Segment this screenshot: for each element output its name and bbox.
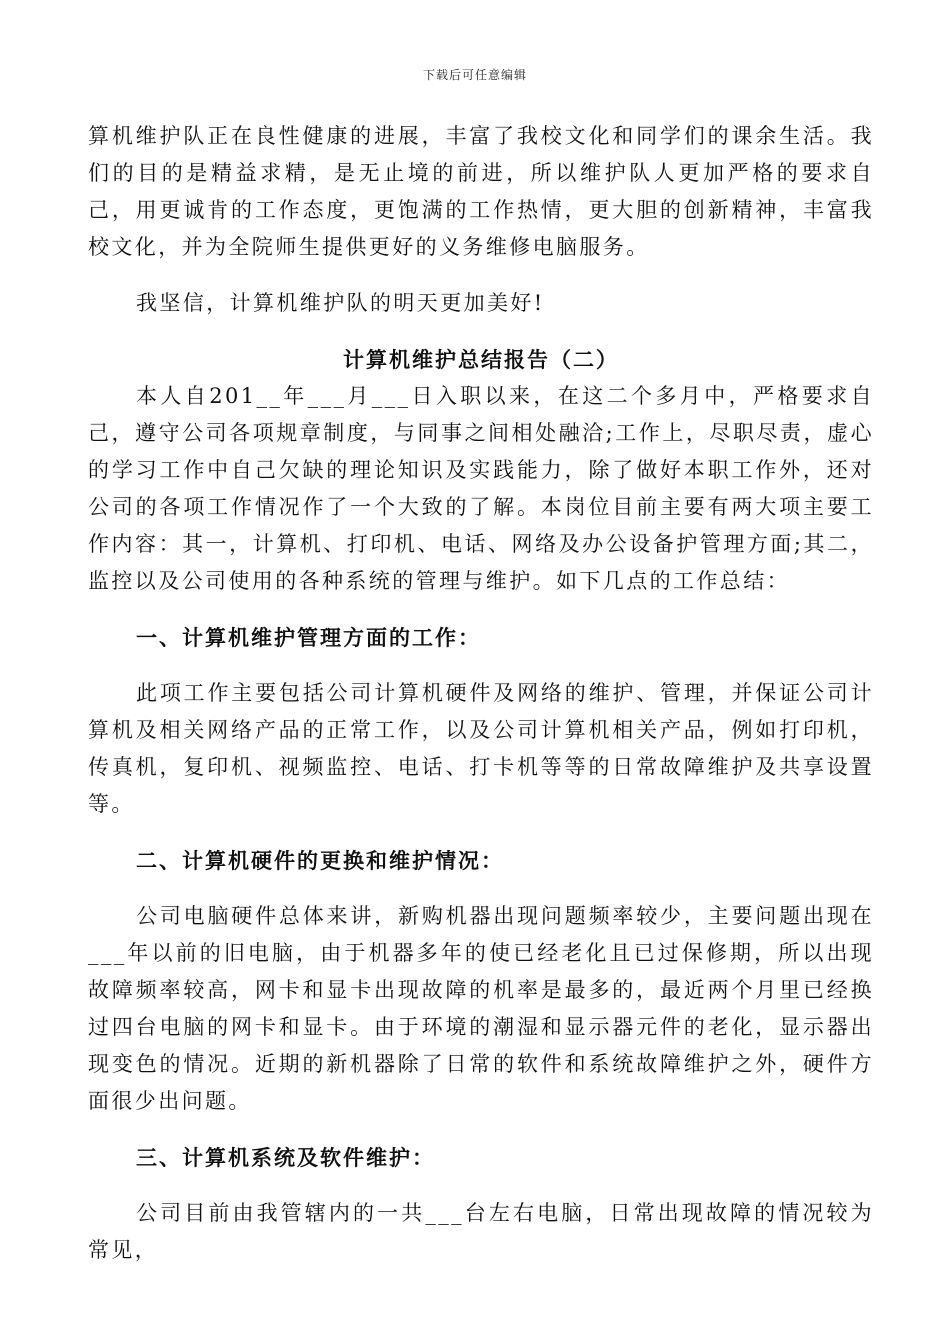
- section-heading-3: 三、计算机系统及软件维护：: [136, 1145, 435, 1170]
- section-heading-2: 二、计算机硬件的更换和维护情况：: [136, 848, 504, 873]
- section-heading-1: 一、计算机维护管理方面的工作：: [136, 625, 481, 650]
- document-body: [88, 118, 874, 1269]
- report-title: 计算机维护总结报告（二）: [343, 347, 619, 372]
- paragraph-belief: 我坚信，计算机维护队的明天更加美好!: [136, 291, 545, 315]
- paragraph-section-2: 公司电脑硬件总体来讲，新购机器出现问题频率较少，主要问题出现在___年以前的旧电脑，由于机器多年的使已经老化且已过保修期，所以出现故障频率较高，网卡和显卡出现故障的机率是最多的，最近两个月里已经换过四台电脑的网卡和显卡。由于环境的潮湿和显示器元件的老化，显示器出现变色的情况。近期的新机器除了日常的软件和系统故障维护之外，硬件方面很少出问题。: [88, 904, 874, 1113]
- page-header-note: 下载后可任意编辑: [422, 68, 527, 82]
- paragraph-intro: 本人自201__年___月___日入职以来，在这二个多月中，严格要求自己，遵守公司各项规章制度，与同事之间相处融洽;工作上，尽职尽责，虚心的学习工作中自己欠缺的理论知识及实践能力，除了做好本职工作外，还对公司的各项工作情况作了一个大致的了解。本岗位目前主要有两大项主要工作内容：其一，计算机、打印机、电话、网络及办公设备护管理方面;其二，监控以及公司使用的各种系统的管理与维护。如下几点的工作总结：: [88, 384, 874, 593]
- paragraph-continuation: 算机维护队正在良性健康的进展，丰富了我校文化和同学们的课余生活。我们的目的是精益求精，是无止境的前进，所以维护队人更加严格的要求自己，用更诚肯的工作态度，更饱满的工作热情，更大胆的创新精神，丰富我校文化，并为全院师生提供更好的义务维修电脑服务。: [88, 124, 874, 259]
- paragraph-section-3: 公司目前由我管辖内的一共___台左右电脑，日常出现故障的情况较为常见，: [88, 1201, 874, 1262]
- paragraph-section-1: 此项工作主要包括公司计算机硬件及网络的维护、管理，并保证公司计算机及相关网络产品的正常工作，以及公司计算机相关产品，例如打印机，传真机，复印机、视频监控、电话、打卡机等等的日常故障维护及共享设置等。: [88, 681, 874, 816]
